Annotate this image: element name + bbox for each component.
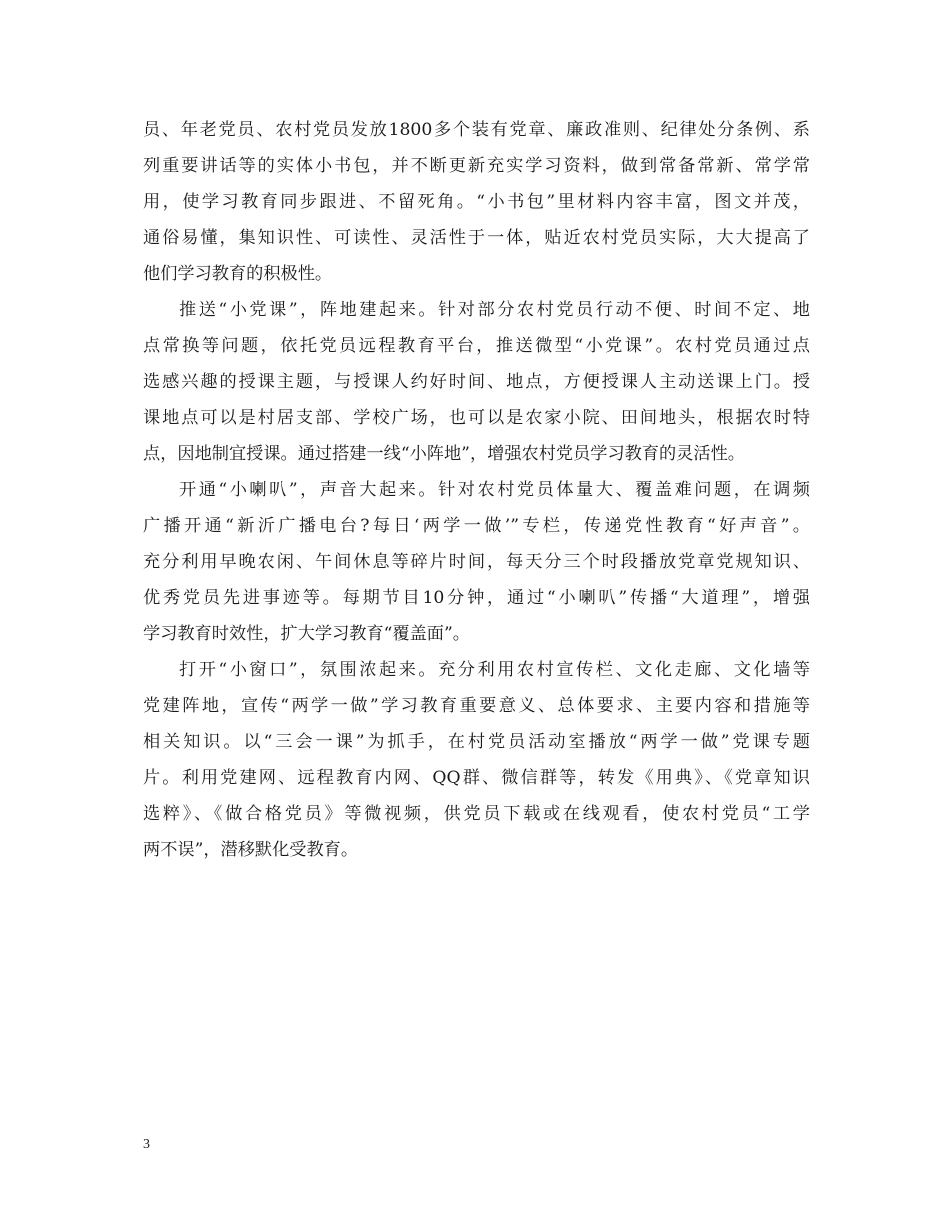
text-line: 片。利用党建网、远程教育内网、QQ群、微信群等，转发《用典》、《党章知识 [143, 768, 810, 788]
text-line: 课地点可以是村居支部、学校广场，也可以是农家小院、田间地头，根据农时特 [143, 408, 810, 428]
text-line: 广播开通“新沂广播电台?每日‘两学一做’”专栏，传递党性教育“好声音”。 [143, 516, 810, 536]
text-line: 相关知识。以“三会一课”为抓手，在村党员活动室播放“两学一做”党课专题 [143, 732, 810, 752]
text-line: 通俗易懂，集知识性、可读性、灵活性于一体，贴近农村党员实际，大大提高了 [143, 228, 810, 248]
text-line: 列重要讲话等的实体小书包，并不断更新充实学习资料，做到常备常新、常学常 [143, 156, 810, 176]
text-line: 党建阵地，宣传“两学一做”学习教育重要意义、总体要求、主要内容和措施等 [143, 696, 810, 716]
text-line: 选感兴趣的授课主题，与授课人约好时间、地点，方便授课人主动送课上门。授 [143, 372, 810, 392]
text-line: 优秀党员先进事迹等。每期节目10分钟，通过“小喇叭”传播“大道理”，增强 [143, 588, 810, 608]
text-line: 学习教育时效性，扩大学习教育“覆盖面”。 [143, 624, 470, 644]
text-line: 打开“小窗口”，氛围浓起来。充分利用农村宣传栏、文化走廊、文化墙等 [179, 660, 810, 680]
text-line: 开通“小喇叭”，声音大起来。针对农村党员体量大、覆盖难问题，在调频 [179, 480, 810, 500]
text-line: 点常换等问题，依托党员远程教育平台，推送微型“小党课”。农村党员通过点 [143, 336, 810, 356]
text-line: 点，因地制宜授课。通过搭建一线“小阵地”，增强农村党员学习教育的灵活性。 [143, 444, 745, 464]
text-line: 用，使学习教育同步跟进、不留死角。“小书包”里材料内容丰富，图文并茂， [143, 192, 810, 212]
text-line: 两不误”，潜移默化受教育。 [143, 840, 359, 860]
page-number: 3 [143, 1137, 150, 1152]
document-body [143, 112, 810, 868]
text-line: 推送“小党课”，阵地建起来。针对部分农村党员行动不便、时间不定、地 [179, 300, 810, 320]
text-line: 员、年老党员、农村党员发放1800多个装有党章、廉政准则、纪律处分条例、系 [143, 120, 810, 140]
text-line: 充分利用早晚农闲、午间休息等碎片时间，每天分三个时段播放党章党规知识、 [143, 552, 810, 572]
text-line: 选粹》、《做合格党员》等微视频，供党员下载或在线观看，使农村党员“工学 [143, 804, 810, 824]
text-line: 他们学习教育的积极性。 [143, 264, 333, 284]
